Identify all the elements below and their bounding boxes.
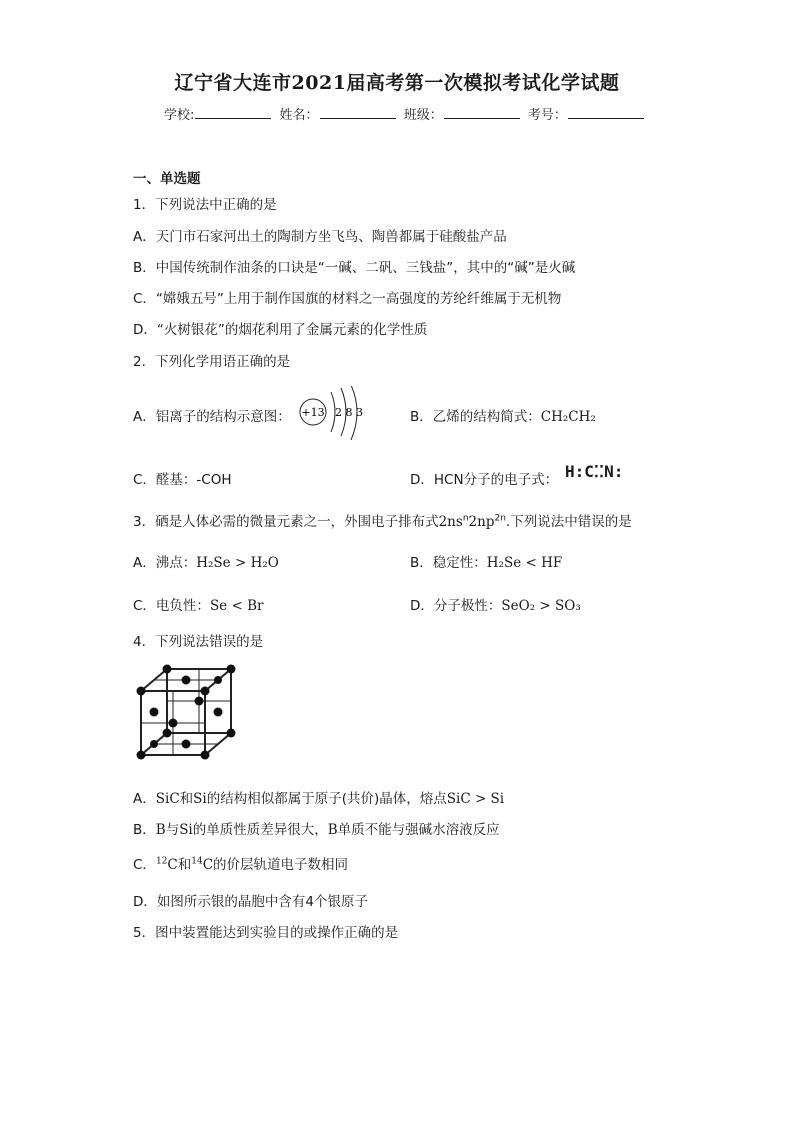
page-title: 辽宁省大连市2021届高考第一次模拟考试化学试题: [174, 72, 620, 94]
q3-b-label: B．稳定性：: [410, 555, 487, 571]
q4-stem: 4．下列说法错误的是: [133, 634, 264, 650]
q3-option-b: [410, 551, 562, 571]
q3-config-s: 2ns: [438, 514, 463, 530]
student-info-row: [164, 104, 648, 123]
q4-option-a: [133, 787, 504, 807]
q1-option-b: B．中国传统制作油条的口诀是“一碱、二矾、三钱盐”，其中的“碱”是火碱: [133, 260, 576, 276]
q4-c-carbon2: C: [202, 857, 214, 873]
q4-c-label: C．: [133, 857, 156, 873]
q1-option-a: A．天门市石家河出土的陶制方坐飞鸟、陶兽都属于硅酸盐产品: [133, 229, 507, 245]
q3-b-formula: H₂Se < HF: [486, 555, 563, 571]
q2-option-d: D．HCN分子的电子式：: [410, 472, 559, 488]
exam-no-blank: [568, 106, 644, 119]
q4-b-text2: 的单质性质差异很大，: [192, 822, 328, 838]
section-heading: 一、单选题: [133, 171, 201, 187]
q4-a-label: A．: [133, 791, 156, 807]
q2-stem: 2．下列化学用语正确的是: [133, 354, 291, 370]
q4-c-and: 和: [177, 857, 192, 873]
q1-stem: 1．下列说法中正确的是: [133, 197, 277, 213]
q3-d-label: D．分子极性：: [410, 598, 502, 614]
q2-b-label: B．乙烯的结构简式：: [410, 409, 541, 425]
q3-config-p: 2np: [468, 514, 495, 530]
q4-c-mass2: 14: [191, 856, 203, 867]
q4-b-text1: 与: [165, 822, 180, 838]
q3-a-label: A．沸点：: [133, 555, 197, 571]
name-blank: [320, 106, 396, 119]
q4-a-text: 的结构相似都属于原子(共价)晶体，熔点: [206, 791, 447, 807]
aluminum-ion-structure-diagram: [297, 386, 371, 442]
q4-c-mass1: 12: [155, 856, 168, 867]
q2-option-a: A．铝离子的结构示意图：: [133, 409, 291, 425]
q2-option-b: [410, 405, 596, 425]
school-blank: [195, 106, 271, 119]
q4-b-silicon: Si: [179, 822, 193, 838]
q3-d-formula: SeO₂ > SO₃: [501, 598, 581, 614]
q4-c-carbon1: C: [167, 857, 178, 873]
q3-stem-suffix: .下列说法中错误的是: [505, 514, 632, 530]
q4-option-d: D．如图所示银的晶胞中含有4个银原子: [133, 894, 368, 910]
name-label: 姓名：: [279, 108, 319, 123]
class-blank: [444, 106, 520, 119]
q4-b-boron2: B: [327, 822, 338, 838]
school-label: 学校:: [164, 108, 195, 123]
q2-b-formula: CH₂CH₂: [540, 409, 596, 425]
q3-a-formula: H₂Se > H₂O: [196, 555, 279, 571]
q3-stem: [133, 510, 632, 530]
hcn-lewis-formula: H:C⁚⁚N:: [565, 462, 624, 481]
silver-unit-cell-diagram: [133, 663, 243, 763]
q4-b-label: B．: [133, 822, 156, 838]
class-label: 班级：: [403, 108, 443, 123]
q3-config-p-sup: 2n: [494, 513, 506, 524]
q1-option-c: C．“嫦娥五号”上用于制作国旗的材料之一高强度的芳纶纤维属于无机物: [133, 291, 562, 307]
q4-a-species: SiC和Si: [155, 791, 207, 807]
q3-c-formula: Se < Br: [209, 598, 264, 614]
q4-option-c: [133, 853, 348, 873]
electron-shells: 2 8 3: [335, 406, 363, 419]
q3-stem-text: 3．硒是人体必需的微量元素之一，外围电子排布式: [133, 514, 439, 530]
q4-b-boron: B: [155, 822, 166, 838]
q5-stem: 5．图中装置能达到实验目的或操作正确的是: [133, 925, 399, 941]
q2-option-c: C．醛基：-COH: [133, 472, 232, 488]
exam-no-label: 考号：: [527, 108, 567, 123]
q3-config-s-sup: n: [462, 513, 469, 524]
q1-option-d: D．“火树银花”的烟花利用了金属元素的化学性质: [133, 322, 428, 338]
q3-option-c: [133, 594, 263, 614]
q3-c-label: C．电负性：: [133, 598, 210, 614]
q4-option-b: [133, 818, 500, 838]
q4-c-text: 的价层轨道电子数相同: [213, 857, 349, 873]
q3-option-a: [133, 551, 279, 571]
q4-b-text3: 单质不能与强碱水溶液反应: [337, 822, 500, 838]
q3-option-d: [410, 594, 581, 614]
nucleus-charge: +13: [301, 406, 325, 419]
q4-a-formula: SiC > Si: [446, 791, 505, 807]
